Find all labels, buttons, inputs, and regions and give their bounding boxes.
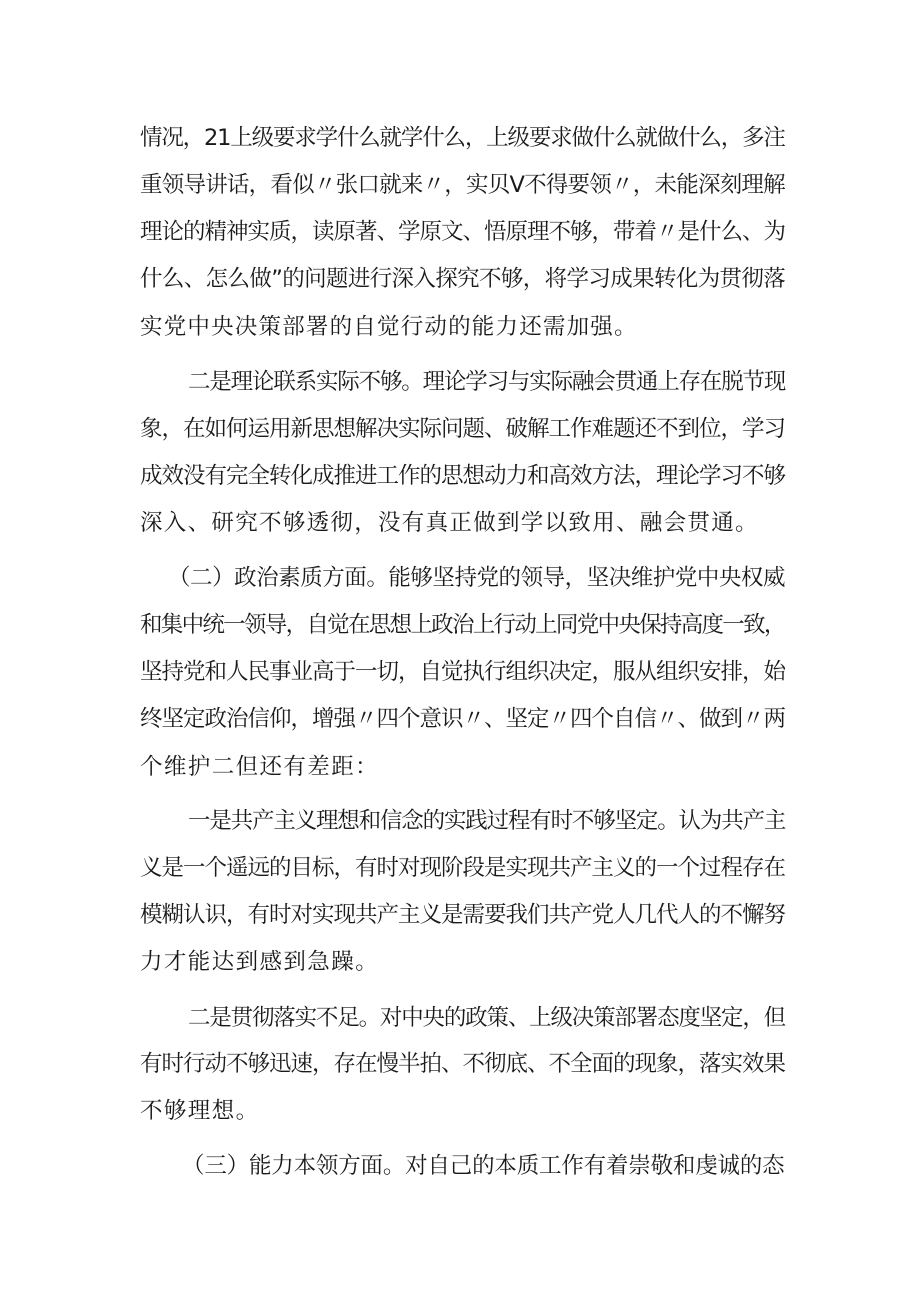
- text-line-3: 理论的精神实质，读原著、学原文、悟原理不够，带着〃是什么、为: [140, 219, 786, 245]
- text-line-16: 义是一个遥远的目标，有时对现阶段是实现共产主义的一个过程存在: [140, 855, 786, 881]
- text-line-17: 模糊认识，有时对实现共产主义是需要我们共产党人几代人的不懈努: [140, 902, 786, 928]
- text-line-5: 实党中央决策部署的自觉行动的能力还需加强。: [140, 314, 638, 340]
- text-line-10: （二）政治素质方面。能够坚持党的领导，坚决维护党中央权威: [168, 565, 786, 591]
- text-line-9: 深入、研究不够透彻，没有真正做到学以致用、融会贯通。: [140, 510, 759, 536]
- text-line-11: 和集中统一领导，自觉在思想上政治上行动上同党中央保持高度一致，: [140, 612, 785, 638]
- text-line-8: 成效没有完全转化成推进工作的思想动力和高效方法，理论学习不够: [140, 463, 786, 489]
- text-line-13: 终坚定政治信仰，增强〃四个意识〃、坚定〃四个自信〃、做到〃两: [140, 706, 786, 732]
- text-line-1: 情况，21上级要求学什么就学什么，上级要求做什么就做什么，多注: [140, 125, 785, 151]
- text-line-2: 重领导讲话，看似〃张口就来〃，实贝V不得要领〃，未能深刻理解: [140, 172, 785, 198]
- text-line-21: 不够理想。: [140, 1098, 260, 1124]
- text-line-7: 象，在如何运用新思想解决实际问题、破解工作难题还不到位，学习: [140, 416, 786, 442]
- text-line-14: 个维护二但还有差距：: [140, 754, 380, 780]
- text-line-18: 力才能达到感到急躁。: [140, 949, 380, 975]
- text-line-12: 坚持党和人民事业高于一切，自觉执行组织决定，服从组织安排，始: [140, 659, 786, 685]
- text-line-19: 二是贯彻落实不足。对中央的政策、上级决策部署态度坚定，但: [188, 1005, 786, 1031]
- text-line-15: 一是共产主义理想和信念的实践过程有时不够坚定。认为共产主: [188, 808, 786, 834]
- text-line-6: 二是理论联系实际不够。理论学习与实际融会贯通上存在脱节现: [188, 369, 786, 395]
- text-line-4: 什么、怎么做”的问题进行深入探究不够，将学习成果转化为贯彻落: [140, 266, 786, 292]
- text-line-22: （三）能力本领方面。对自己的本质工作有着崇敬和虔诚的态: [182, 1153, 785, 1179]
- text-line-20: 有时行动不够迅速，存在慢半拍、不彻底、不全面的现象，落实效果: [140, 1051, 786, 1077]
